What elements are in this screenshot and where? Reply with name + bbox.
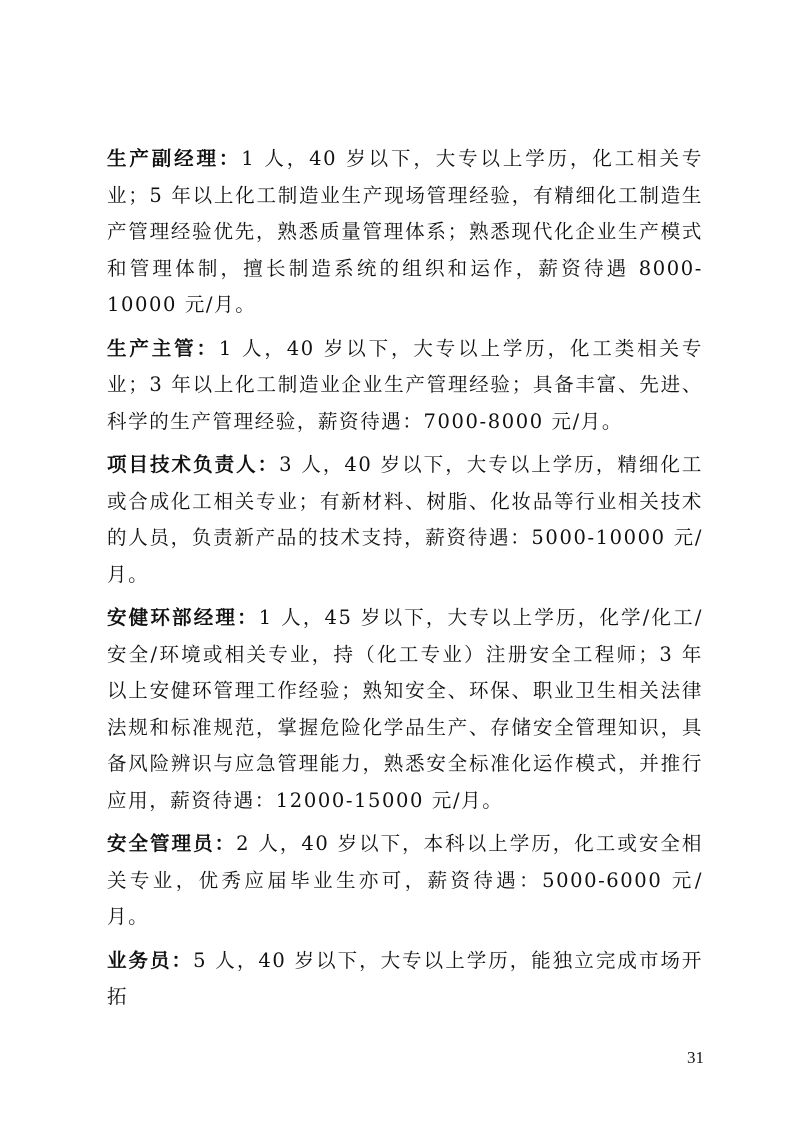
position-deputy-production-manager <box>107 141 703 324</box>
position-description: 1 人，40 岁以下，大专以上学历，化工相关专业；5 年以上化工制造业生产现场管理经验，有精细化工制造生产管理经验优先，熟悉质量管理体系；熟悉现代化企业生产模式和管理体制，擅长制造系统的组织和运作，薪资待遇 8000-10000 元/月。 <box>107 147 703 316</box>
position-title: 安全管理员： <box>107 832 237 855</box>
position-title: 业务员： <box>107 948 194 972</box>
position-title: 安健环部经理： <box>107 606 259 629</box>
position-title: 生产副经理： <box>107 147 242 170</box>
position-description: 3 人，40 岁以下，大专以上学历，精细化工或合成化工相关专业；有新材料、树脂、化妆品等行业相关技术的人员，负责新产品的技术支持，薪资待遇：5000-10000 元/月。 <box>107 453 703 586</box>
position-description: 1 人，40 岁以下，大专以上学历，化工类相关专业；3 年以上化工制造业企业生产管理经验；具备丰富、先进、科学的生产管理经验，薪资待遇：7000-8000 元/月。 <box>107 336 703 433</box>
position-description: 1 人，45 岁以下，大专以上学历，化学/化工/安全/环境或相关专业，持（化工专业）注册安全工程师；3 年以上安健环管理工作经验；熟知安全、环保、职业卫生相关法律法规和标准规范，掌握危险化学品生产、存储安全管理知识，具备风险辨识与应急管理能力，熟悉安全标准化运作模式，并推行应用，薪资待遇：12000-15000 元/月。 <box>107 606 704 812</box>
document-body <box>107 141 703 1023</box>
page-number: 31 <box>687 1048 704 1067</box>
position-title: 项目技术负责人： <box>107 453 280 476</box>
position-production-supervisor <box>107 331 703 441</box>
position-project-technical-lead <box>107 447 703 593</box>
position-salesperson <box>107 943 703 1016</box>
position-safety-officer <box>107 826 703 936</box>
position-title: 生产主管： <box>107 336 219 360</box>
position-description: 2 人，40 岁以下，本科以上学历，化工或安全相关专业，优秀应届毕业生亦可，薪资待遇：5000-6000 元/月。 <box>107 832 703 928</box>
position-description: 5 人，40 岁以下，大专以上学历，能独立完成市场开拓 <box>107 948 703 1008</box>
position-hse-manager <box>107 600 703 819</box>
